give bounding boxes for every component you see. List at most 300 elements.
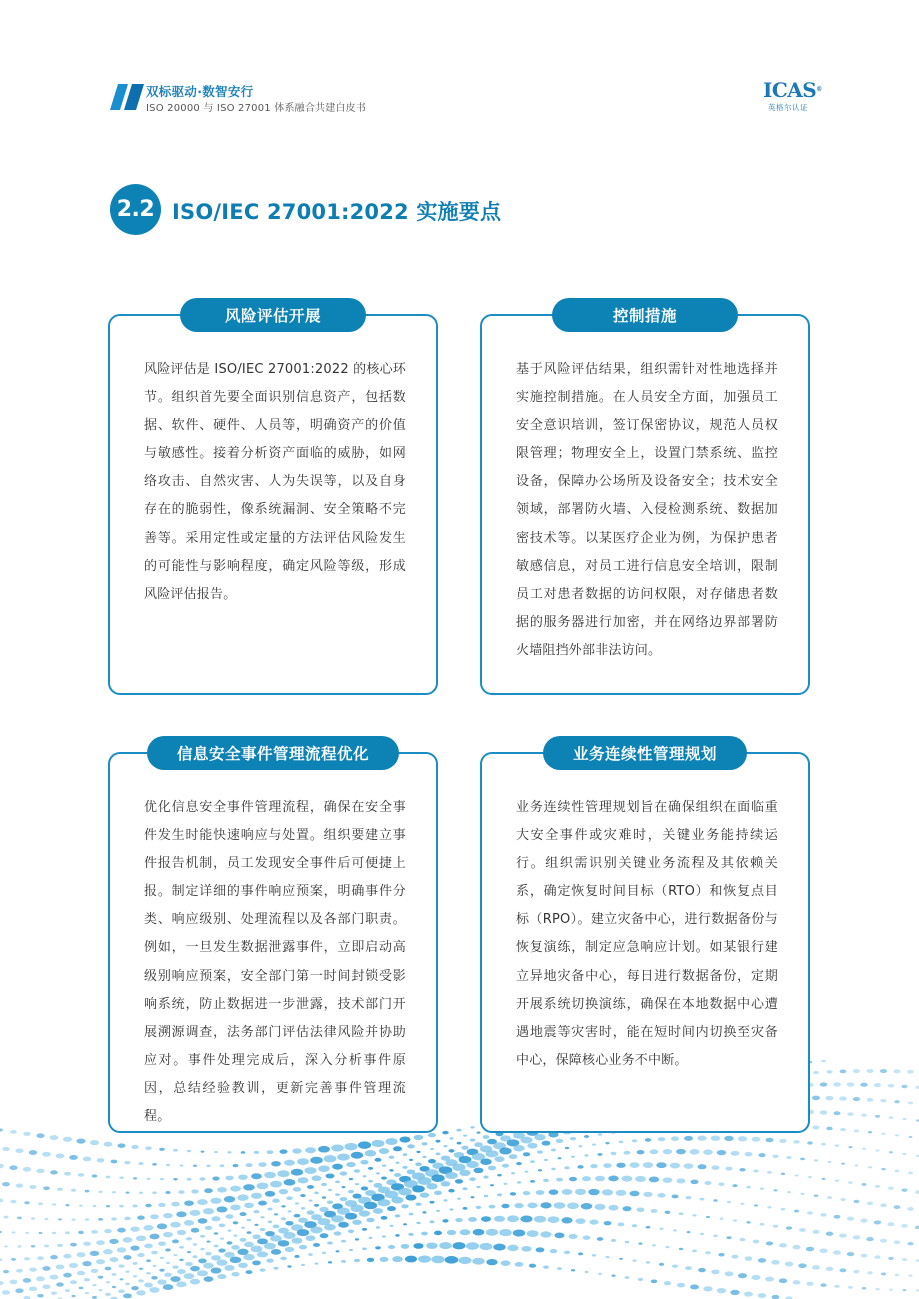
wave-dot: [150, 1214, 159, 1219]
wave-dot: [314, 1192, 319, 1195]
wave-dot: [273, 1267, 278, 1270]
wave-dot: [638, 1278, 644, 1281]
wave-dot: [0, 1128, 3, 1131]
wave-dot: [481, 1216, 491, 1222]
wave-dot: [15, 1288, 23, 1293]
wave-dot: [110, 1257, 119, 1262]
wave-dot: [786, 1156, 792, 1159]
wave-dot: [365, 1150, 376, 1156]
wave-dot: [273, 1224, 280, 1228]
wave-dot: [69, 1263, 78, 1268]
wave-dot: [230, 1186, 241, 1192]
wave-dot: [901, 1224, 908, 1228]
wave-dot: [622, 1176, 633, 1182]
wave-dot: [834, 1285, 840, 1288]
wave-dot: [214, 1151, 218, 1153]
wave-dot: [170, 1276, 180, 1282]
wave-dot: [57, 1188, 63, 1191]
wave-dot: [800, 1158, 805, 1161]
wave-dot: [543, 1179, 549, 1182]
wave-dot: [172, 1265, 178, 1269]
wave-dot: [717, 1150, 726, 1155]
wave-dot: [476, 1186, 480, 1188]
wave-dot: [165, 1191, 170, 1194]
wave-dot: [866, 1237, 873, 1241]
wave-dot: [717, 1288, 726, 1293]
wave-dot: [36, 1133, 44, 1138]
wave-dot: [853, 1069, 860, 1073]
wave-dot: [50, 1275, 59, 1280]
wave-dot: [698, 1268, 706, 1272]
wave-dot: [738, 1273, 747, 1278]
wave-dot: [380, 1257, 389, 1262]
wave-dot: [381, 1176, 387, 1179]
wave-dot: [265, 1191, 275, 1197]
wave-dot: [71, 1295, 75, 1297]
wave-dot: [78, 1231, 84, 1234]
wave-dot: [894, 1240, 901, 1244]
wave-dot: [258, 1162, 266, 1167]
wave-dot: [151, 1251, 158, 1255]
wave-dot: [157, 1279, 167, 1284]
wave-dot: [58, 1218, 62, 1220]
wave-dot: [671, 1136, 679, 1141]
wave-dot: [462, 1187, 467, 1190]
wave-dot: [64, 1172, 71, 1176]
wave-dot: [679, 1212, 684, 1215]
wave-dot: [867, 1098, 874, 1102]
wave-dot: [455, 1218, 462, 1222]
wave-dot: [137, 1253, 144, 1257]
wave-dot: [445, 1256, 459, 1264]
wave-dot: [392, 1256, 403, 1262]
wave-dot: [637, 1150, 645, 1154]
wave-dot: [173, 1149, 178, 1152]
wave-dot: [270, 1235, 282, 1242]
wave-dot: [448, 1189, 454, 1193]
wave-dot: [806, 1282, 813, 1286]
wave-dot: [786, 1226, 792, 1229]
wave-dot: [266, 1258, 274, 1262]
wave-dot: [452, 1242, 465, 1249]
wave-dot: [571, 1269, 575, 1271]
wave-dot: [720, 1218, 724, 1220]
wave-dot: [583, 1236, 591, 1240]
wave-dot: [672, 1265, 678, 1268]
wave-dot: [98, 1276, 104, 1279]
wave-dot: [468, 1217, 477, 1222]
wave-dot: [494, 1156, 504, 1162]
wave-dot: [145, 1146, 152, 1150]
wave-dot: [866, 1069, 873, 1073]
wave-dot: [212, 1177, 219, 1181]
wave-dot: [812, 1096, 820, 1101]
wave-dot: [119, 1177, 123, 1179]
wave-dot: [160, 1257, 164, 1259]
wave-dot: [395, 1234, 400, 1237]
wave-dot: [534, 1134, 545, 1140]
wave-dot: [200, 1235, 205, 1238]
wave-dot: [284, 1179, 296, 1186]
wave-dot: [463, 1207, 468, 1210]
wave-dot: [638, 1242, 642, 1244]
wave-dot: [233, 1234, 237, 1236]
wave-dot: [186, 1237, 192, 1240]
wave-dot: [839, 1233, 847, 1237]
wave-dot: [819, 1249, 827, 1254]
wave-dot: [123, 1293, 132, 1298]
wave-dot: [285, 1221, 293, 1226]
wave-dot: [428, 1133, 436, 1137]
wave-dot: [111, 1217, 117, 1220]
wave-dot: [443, 1145, 447, 1147]
wave-dot: [690, 1285, 699, 1290]
wave-dot: [460, 1229, 471, 1235]
wave-dot: [418, 1255, 431, 1262]
wave-dot: [848, 1146, 852, 1148]
wave-dot: [334, 1231, 342, 1235]
wave-dot: [881, 1273, 886, 1276]
wave-dot: [85, 1292, 89, 1294]
wave-dot: [544, 1159, 548, 1161]
wave-dot: [77, 1252, 86, 1257]
wave-dot: [112, 1273, 117, 1276]
wave-dot: [666, 1246, 670, 1248]
wave-dot: [159, 1148, 165, 1151]
wave-dot: [361, 1186, 368, 1190]
wave-dot: [894, 1205, 901, 1209]
wave-dot: [193, 1243, 197, 1245]
card-control-measures: [480, 307, 810, 695]
wave-dot: [149, 1234, 159, 1240]
wave-dot: [902, 1258, 907, 1261]
wave-dot: [11, 1258, 16, 1261]
wave-dot: [63, 1273, 72, 1278]
card-business-continuity: [480, 745, 810, 1133]
wave-dot: [65, 1231, 70, 1234]
wave-dot: [184, 1200, 194, 1205]
wave-dot: [752, 1137, 761, 1142]
wave-dot: [611, 1152, 617, 1155]
wave-dot: [291, 1169, 303, 1176]
wave-dot: [820, 1213, 826, 1217]
wave-dot: [697, 1136, 706, 1141]
wave-dot: [211, 1255, 221, 1260]
wave-dot: [489, 1205, 496, 1209]
wave-dot: [401, 1244, 410, 1249]
wave-dot: [711, 1270, 719, 1275]
wave-dot: [218, 1248, 225, 1252]
wave-dot: [338, 1222, 349, 1228]
wave-dot: [488, 1166, 496, 1171]
wave-dot: [31, 1217, 35, 1219]
wave-dot: [459, 1170, 470, 1176]
wave-dot: [422, 1211, 426, 1213]
wave-dot: [138, 1162, 143, 1165]
wave-dot: [253, 1210, 259, 1213]
wave-dot: [445, 1172, 458, 1179]
wave-dot: [233, 1221, 239, 1224]
wave-dot: [279, 1149, 287, 1154]
wave-dot: [42, 1266, 50, 1271]
wave-dot: [875, 1115, 880, 1118]
wave-dot: [345, 1213, 357, 1220]
wave-dot: [812, 1230, 819, 1234]
wave-dot: [336, 1250, 340, 1252]
wave-dot: [321, 1183, 327, 1186]
wave-dot: [659, 1263, 664, 1266]
wave-dot: [308, 1253, 313, 1256]
wave-dot: [868, 1166, 872, 1168]
wave-dot: [305, 1147, 316, 1153]
header-title: 双标驱动·数智安行: [146, 84, 254, 99]
wave-dot: [118, 1289, 125, 1293]
wave-dot: [85, 1190, 90, 1193]
wave-dot: [513, 1230, 526, 1237]
wave-dot: [17, 1217, 22, 1220]
wave-dot: [779, 1243, 787, 1247]
wave-dot: [393, 1146, 402, 1151]
wave-dot: [880, 1239, 887, 1243]
wave-dot: [368, 1180, 373, 1183]
wave-dot: [652, 1244, 656, 1246]
wave-dot: [499, 1229, 512, 1236]
wave-dot: [225, 1176, 233, 1181]
wave-dot: [373, 1208, 383, 1214]
wave-dot: [375, 1246, 381, 1249]
wave-dot: [151, 1276, 158, 1280]
wave-dot: [197, 1199, 207, 1205]
wave-dot: [132, 1204, 138, 1207]
wave-dot: [251, 1193, 262, 1199]
wave-dot: [835, 1144, 839, 1146]
wave-dot: [826, 1267, 834, 1271]
wave-dot: [382, 1164, 386, 1166]
wave-dot: [760, 1188, 764, 1190]
wave-dot: [406, 1194, 417, 1200]
wave-dot: [227, 1230, 231, 1232]
wave-dot: [179, 1259, 183, 1262]
wave-dot: [348, 1230, 354, 1234]
wave-dot: [3, 1216, 8, 1219]
wave-dot: [378, 1199, 391, 1206]
wave-dot: [554, 1233, 564, 1239]
wave-dot: [341, 1260, 346, 1263]
wave-dot: [130, 1226, 139, 1231]
wave-dot: [331, 1144, 344, 1151]
wave-dot: [381, 1216, 388, 1220]
wave-dot: [787, 1191, 791, 1193]
wave-dot: [509, 1154, 518, 1159]
wave-dot: [119, 1205, 124, 1208]
wave-dot: [225, 1214, 233, 1219]
wave-dot: [643, 1162, 653, 1168]
wave-dot: [529, 1264, 536, 1268]
wave-dot: [874, 1220, 881, 1224]
wave-dot: [10, 1130, 17, 1134]
wave-dot: [274, 1213, 278, 1215]
wave-dot: [164, 1273, 172, 1277]
wave-dot: [71, 1189, 76, 1192]
wave-dot: [581, 1203, 593, 1209]
wave-dot: [880, 1069, 887, 1073]
wave-dot: [494, 1216, 505, 1222]
wave-dot: [133, 1275, 137, 1277]
wave-dot: [324, 1224, 336, 1231]
wave-dot: [176, 1281, 187, 1287]
wave-dot: [224, 1196, 235, 1202]
wave-dot: [554, 1202, 566, 1209]
wave-dot: [92, 1174, 98, 1177]
wave-dot: [833, 1111, 840, 1115]
wave-dot: [692, 1250, 697, 1253]
wave-dot: [403, 1153, 408, 1156]
wave-dot: [395, 1214, 401, 1217]
wave-dot: [687, 1231, 691, 1233]
wave-dot: [739, 1168, 745, 1172]
wave-dot: [629, 1191, 639, 1197]
wave-dot: [504, 1183, 508, 1185]
wave-dot: [513, 1145, 524, 1151]
wave-dot: [595, 1176, 605, 1182]
wave-dot: [123, 1237, 133, 1243]
wave-dot: [713, 1234, 718, 1237]
wave-dot: [382, 1235, 386, 1237]
wave-dot: [847, 1252, 854, 1256]
wave-dot: [245, 1163, 252, 1167]
wave-dot: [575, 1189, 586, 1195]
wave-dot: [69, 1155, 78, 1160]
wave-dot: [306, 1235, 316, 1241]
wave-dot: [625, 1241, 630, 1244]
wave-dot: [219, 1224, 226, 1228]
wave-dot: [828, 1161, 832, 1163]
wave-dot: [163, 1284, 174, 1290]
wave-dot: [448, 1149, 454, 1152]
wave-dot: [83, 1157, 91, 1162]
wave-dot: [12, 1231, 16, 1233]
wave-dot: [280, 1257, 286, 1261]
wave-dot: [42, 1284, 50, 1289]
wave-dot: [0, 1199, 3, 1203]
wave-dot: [902, 1153, 906, 1155]
wave-dot: [82, 1261, 91, 1266]
wave-dot: [187, 1150, 191, 1152]
wave-dot: [772, 1155, 778, 1159]
wave-dot: [703, 1149, 713, 1155]
wave-dot: [548, 1216, 560, 1223]
wave-dot: [565, 1147, 569, 1149]
wave-dot: [362, 1247, 367, 1250]
wave-dot: [703, 1286, 712, 1291]
wave-dot: [909, 1136, 913, 1138]
wave-dot: [727, 1201, 731, 1203]
wave-dot: [569, 1177, 577, 1182]
section-title: ISO/IEC 27001:2022 实施要点: [172, 200, 502, 224]
wave-dot: [78, 1173, 84, 1177]
wave-dot: [746, 1221, 750, 1223]
wave-dot: [379, 1148, 389, 1154]
wave-dot: [158, 1241, 166, 1245]
wave-dot: [895, 1170, 900, 1173]
wave-dot: [860, 1083, 868, 1087]
wave-dot: [352, 1220, 362, 1225]
wave-dot: [0, 1231, 2, 1233]
wave-dot: [251, 1246, 263, 1253]
wave-dot: [264, 1172, 276, 1179]
wave-dot: [767, 1171, 772, 1174]
wave-dot: [320, 1233, 329, 1238]
wave-dot: [198, 1218, 208, 1224]
wave-dot: [608, 1205, 618, 1211]
wave-dot: [227, 1151, 231, 1153]
wave-dot: [835, 1179, 839, 1181]
wave-dot: [833, 1082, 841, 1086]
wave-dot: [23, 1278, 31, 1283]
wave-dot: [264, 1243, 276, 1250]
wave-dot: [92, 1296, 97, 1299]
card-body: 业务连续性管理规划旨在确保组织在面临重大安全事件或灾难时，关键业务能持续运行。组织需识别关键业务流程及其依赖关系，确定恢复时间目标（RTO）和恢复点目标（RPO）。建立灾备中心，进行数据备份与恢复演练，制定应急响应计划。如某银行建立异地灾备中心，每日进行数据备份，定期开展系统切换演练，确保在本地数据中心遭遇地震等灾害时，能在短时间内切换至灾备中心，保障核心业务不中断。: [516, 800, 778, 1068]
wave-dot: [867, 1271, 873, 1274]
wave-dot: [847, 1082, 855, 1086]
wave-dot: [520, 1137, 532, 1144]
wave-dot: [143, 1225, 153, 1231]
wave-dot: [624, 1151, 631, 1155]
wave-dot: [391, 1197, 403, 1204]
wave-dot: [456, 1129, 461, 1132]
wave-dot: [38, 1202, 43, 1205]
wave-dot: [369, 1237, 373, 1239]
wave-dot: [84, 1278, 90, 1282]
wave-dot: [368, 1167, 373, 1170]
wave-dot: [270, 1181, 282, 1188]
wave-dot: [117, 1143, 125, 1148]
wave-dot: [136, 1235, 146, 1241]
wave-dot: [718, 1183, 724, 1186]
wave-dot: [685, 1266, 692, 1270]
wave-dot: [490, 1184, 494, 1186]
wave-dot: [656, 1162, 666, 1168]
wave-dot: [258, 1201, 267, 1206]
wave-dot: [293, 1187, 301, 1192]
wave-dot: [664, 1281, 671, 1285]
wave-dot: [470, 1139, 476, 1142]
wave-dot: [602, 1189, 613, 1195]
wave-dot: [853, 1270, 859, 1274]
wave-dot: [177, 1269, 186, 1274]
wave-dot: [507, 1245, 518, 1251]
wave-dot: [153, 1265, 157, 1267]
wave-dot: [597, 1153, 602, 1156]
wave-dot: [97, 1158, 105, 1162]
wave-dot: [211, 1216, 220, 1221]
wave-dot: [874, 1255, 880, 1259]
wave-dot: [190, 1279, 200, 1285]
wave-dot: [315, 1262, 319, 1264]
wave-dot: [564, 1251, 570, 1255]
wave-dot: [307, 1210, 315, 1214]
wave-dot: [106, 1281, 110, 1283]
wave-dot: [96, 1240, 105, 1245]
wave-dot: [409, 1213, 414, 1216]
wave-dot: [4, 1245, 8, 1247]
wave-dot: [751, 1275, 760, 1280]
wave-dot: [517, 1181, 521, 1183]
wave-dot: [907, 1242, 913, 1245]
wave-dot: [106, 1205, 110, 1207]
wave-dot: [711, 1165, 719, 1170]
wave-dot: [76, 1138, 85, 1143]
